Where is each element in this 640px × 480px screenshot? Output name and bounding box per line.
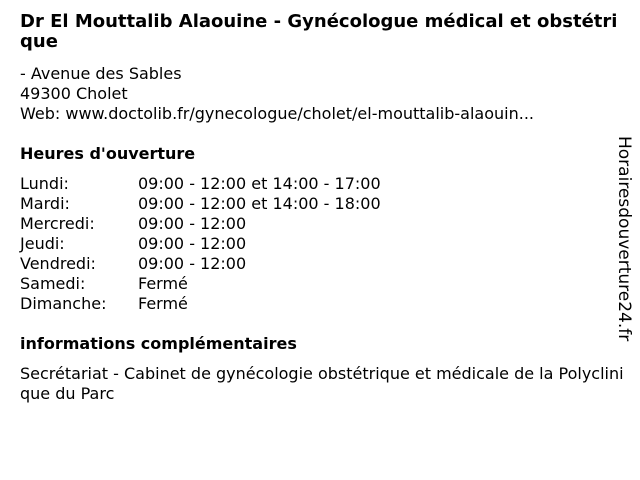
additional-info-text: Secrétariat - Cabinet de gynécologie obstétrique et médicale de la Polyclinique du Parc — [20, 364, 624, 403]
hours-row — [20, 234, 600, 254]
time-value: 09:00 - 12:00 — [138, 234, 247, 253]
website-link[interactable]: Web: www.doctolib.fr/gynecologue/cholet/el-mouttalib-alaouin... — [20, 104, 534, 123]
time-value: Fermé — [138, 274, 188, 293]
watermark-text: Horairesdouverture24.fr — [614, 136, 634, 342]
day-label: Dimanche: — [20, 294, 107, 313]
day-label: Vendredi: — [20, 254, 96, 273]
page-title: Dr El Mouttalib Alaouine - Gynécologue médical et obstétrique — [20, 11, 618, 52]
day-label: Lundi: — [20, 174, 69, 193]
hours-row — [20, 174, 600, 194]
hours-row — [20, 274, 600, 294]
time-value: 09:00 - 12:00 et 14:00 - 17:00 — [138, 174, 381, 193]
day-label: Mercredi: — [20, 214, 95, 233]
hours-row — [20, 294, 600, 314]
opening-hours-table — [20, 174, 600, 314]
opening-hours-heading: Heures d'ouverture — [20, 144, 196, 163]
hours-row — [20, 214, 600, 234]
time-value: Fermé — [138, 294, 188, 313]
time-value: 09:00 - 12:00 — [138, 254, 247, 273]
day-label: Mardi: — [20, 194, 70, 213]
street-address: - Avenue des Sables — [20, 64, 182, 83]
day-label: Samedi: — [20, 274, 86, 293]
day-label: Jeudi: — [20, 234, 65, 253]
site-watermark — [612, 136, 636, 342]
time-value: 09:00 - 12:00 et 14:00 - 18:00 — [138, 194, 381, 213]
address-block — [20, 64, 610, 124]
time-value: 09:00 - 12:00 — [138, 214, 247, 233]
hours-row — [20, 194, 600, 214]
additional-info-heading: informations complémentaires — [20, 334, 297, 353]
hours-row — [20, 254, 600, 274]
postal-city: 49300 Cholet — [20, 84, 128, 103]
